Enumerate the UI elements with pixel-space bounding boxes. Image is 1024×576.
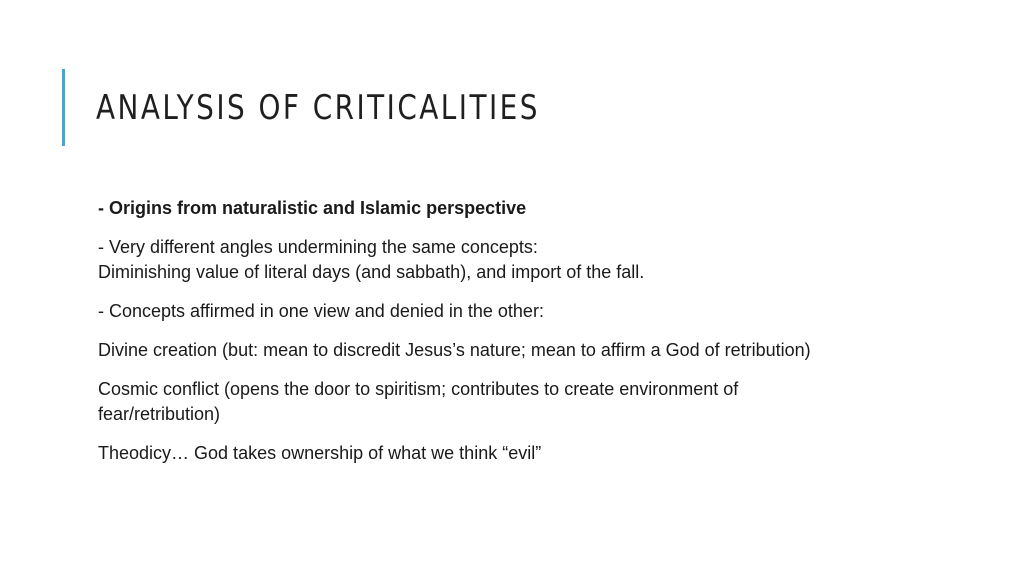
body-paragraph-origins: [98, 196, 978, 221]
body-paragraph-angles: [98, 235, 978, 285]
body-line: - Very different angles undermining the same concepts:: [98, 237, 538, 257]
body-line: - Origins from naturalistic and Islamic perspective: [98, 198, 527, 218]
title-accent-bar: [62, 69, 65, 146]
body-line: - Concepts affirmed in one view and denied in the other:: [98, 301, 544, 321]
body-paragraph-divine-creation: [98, 338, 978, 363]
body-paragraph-concepts: [98, 299, 978, 324]
body-line: Theodicy… God takes ownership of what we think “evil”: [98, 443, 542, 463]
body-line: Diminishing value of literal days (and sabbath), and import of the fall.: [98, 262, 645, 282]
body-paragraph-theodicy: [98, 441, 978, 466]
body-line: fear/retribution): [98, 404, 221, 424]
body-line: Cosmic conflict (opens the door to spiritism; contributes to create environment of: [98, 379, 739, 399]
slide-title: ANALYSIS OF CRITICALITIES: [96, 88, 540, 128]
slide-body: [98, 196, 978, 480]
body-line: Divine creation (but: mean to discredit Jesus’s nature; mean to affirm a God of retribution): [98, 340, 811, 360]
body-paragraph-cosmic-conflict: [98, 377, 978, 427]
